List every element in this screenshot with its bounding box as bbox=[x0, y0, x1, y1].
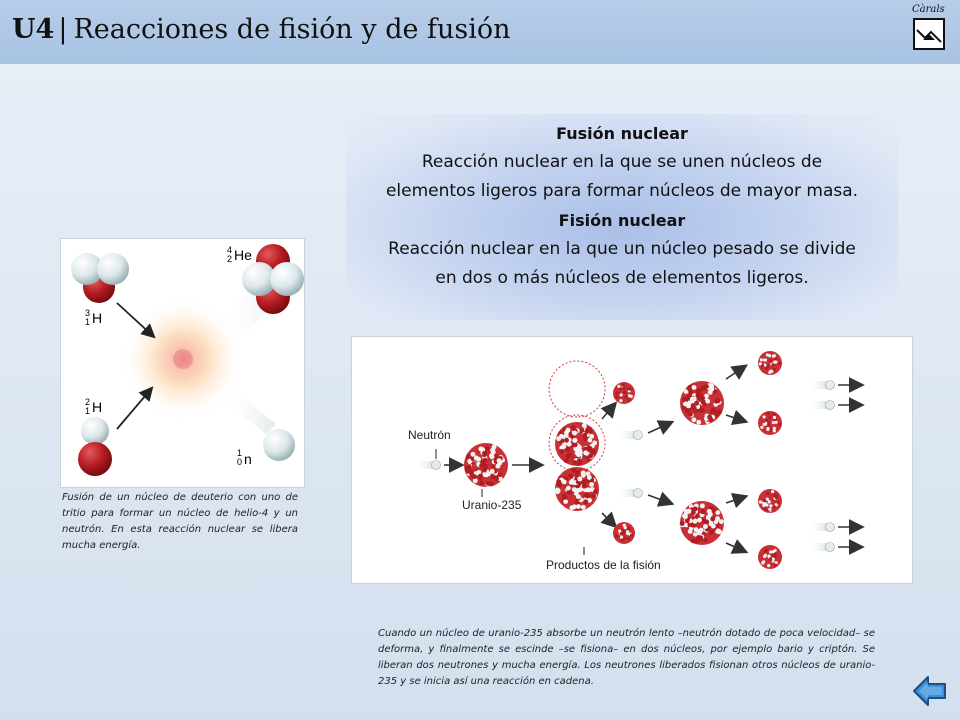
fusion-figure bbox=[60, 238, 305, 488]
released-neutron-6 bbox=[808, 543, 835, 552]
products-label: Productos de la fisión bbox=[546, 558, 661, 572]
released-neutron-5 bbox=[808, 523, 835, 532]
deformed-nucleus-upper bbox=[555, 422, 599, 466]
uranium-label: Uranio-235 bbox=[462, 498, 522, 512]
fission-caption: Cuando un núcleo de uranio-235 absorbe un neutrón lento –neutrón dotado de poca velocidad– se deforma, y finalmente se escinde –se fisiona– en dos núcleos, por ejemplo bario y criptón. Se liberan dos neutrones y mucha energía. Los neutrones liberados fisionan otros núcleos de uranio-235 y se inicia así una reacción en cadena. bbox=[378, 628, 875, 687]
header-bar bbox=[0, 0, 960, 64]
incoming-neutron bbox=[414, 461, 441, 470]
chain-arrow-2 bbox=[726, 415, 744, 421]
helium-label bbox=[227, 245, 252, 264]
logo-icon bbox=[913, 18, 945, 50]
svg-text:1: 1 bbox=[85, 406, 91, 416]
logo-text: Càrals bbox=[912, 4, 945, 15]
energy-core bbox=[173, 349, 193, 369]
lower-product-arrow bbox=[602, 513, 614, 525]
svg-text:He: He bbox=[234, 247, 252, 263]
fusion-text-line-2: elementos ligeros para formar núcleos de mayor masa. bbox=[385, 181, 859, 201]
svg-text:n: n bbox=[244, 451, 252, 467]
svg-text:3: 3 bbox=[85, 308, 91, 318]
fission-text-line-2: en dos o más núcleos de elementos ligeros. bbox=[435, 268, 809, 288]
neutron-2-arrow bbox=[648, 495, 670, 503]
fusion-heading: Fusión nuclear bbox=[556, 124, 688, 143]
svg-text:2: 2 bbox=[227, 254, 233, 264]
neutron-1-arrow bbox=[648, 423, 670, 433]
page-title bbox=[12, 14, 511, 45]
deuterium-label bbox=[85, 397, 102, 416]
released-neutron-4 bbox=[808, 401, 835, 410]
svg-text:4: 4 bbox=[227, 245, 233, 255]
neutron-trail bbox=[221, 389, 276, 434]
product-nucleus-4 bbox=[758, 411, 782, 435]
svg-text:1: 1 bbox=[85, 317, 91, 327]
back-button[interactable] bbox=[912, 674, 948, 708]
product-nucleus-1 bbox=[613, 382, 635, 404]
product-nucleus-2 bbox=[613, 522, 635, 544]
uranium-235-nucleus bbox=[464, 443, 508, 487]
neutron-label bbox=[237, 448, 252, 467]
chain-arrow-4 bbox=[726, 543, 744, 551]
uranium-nucleus-3 bbox=[680, 501, 724, 545]
publisher-logo bbox=[910, 4, 948, 50]
title-separator: | bbox=[58, 14, 68, 45]
product-nucleus-6 bbox=[758, 545, 782, 569]
svg-text:H: H bbox=[92, 310, 103, 326]
deformed-nucleus-lower bbox=[555, 467, 599, 511]
neutron-particle bbox=[263, 429, 295, 461]
fusion-text-line-1: Reacción nuclear en la que se unen núcleos de bbox=[421, 152, 823, 172]
released-neutron-1 bbox=[616, 431, 643, 440]
fusion-caption: Fusión de un núcleo de deuterio con uno de tritio para formar un núcleo de helio-4 y un neutrón. En esta reacción nuclear se libera mucha energía. bbox=[62, 492, 298, 551]
svg-text:2: 2 bbox=[85, 397, 91, 407]
definitions-box bbox=[346, 114, 898, 320]
deformation-outline bbox=[549, 361, 605, 417]
fission-figure bbox=[351, 336, 913, 584]
fission-heading: Fisión nuclear bbox=[558, 211, 686, 230]
tritium-nucleus bbox=[71, 253, 129, 303]
svg-text:H: H bbox=[92, 399, 103, 415]
uranium-nucleus-2 bbox=[680, 381, 724, 425]
upper-product-arrow bbox=[602, 405, 614, 419]
unit-label: U4 bbox=[12, 14, 55, 45]
released-neutron-3 bbox=[808, 381, 835, 390]
tritium-label bbox=[85, 308, 102, 327]
product-nucleus-3 bbox=[758, 351, 782, 375]
released-neutron-2 bbox=[616, 489, 643, 498]
neutron-label: Neutrón bbox=[408, 428, 451, 442]
deuterium-nucleus bbox=[78, 417, 112, 476]
fission-text-line-1: Reacción nuclear en la que un núcleo pesado se divide bbox=[388, 239, 856, 259]
back-arrow-icon bbox=[912, 674, 948, 708]
title-text: Reacciones de fisión y de fusión bbox=[73, 14, 511, 45]
chain-arrow-1 bbox=[726, 367, 744, 379]
product-nucleus-5 bbox=[758, 489, 782, 513]
svg-text:0: 0 bbox=[237, 457, 243, 467]
chain-arrow-3 bbox=[726, 497, 744, 503]
svg-text:1: 1 bbox=[237, 448, 243, 458]
